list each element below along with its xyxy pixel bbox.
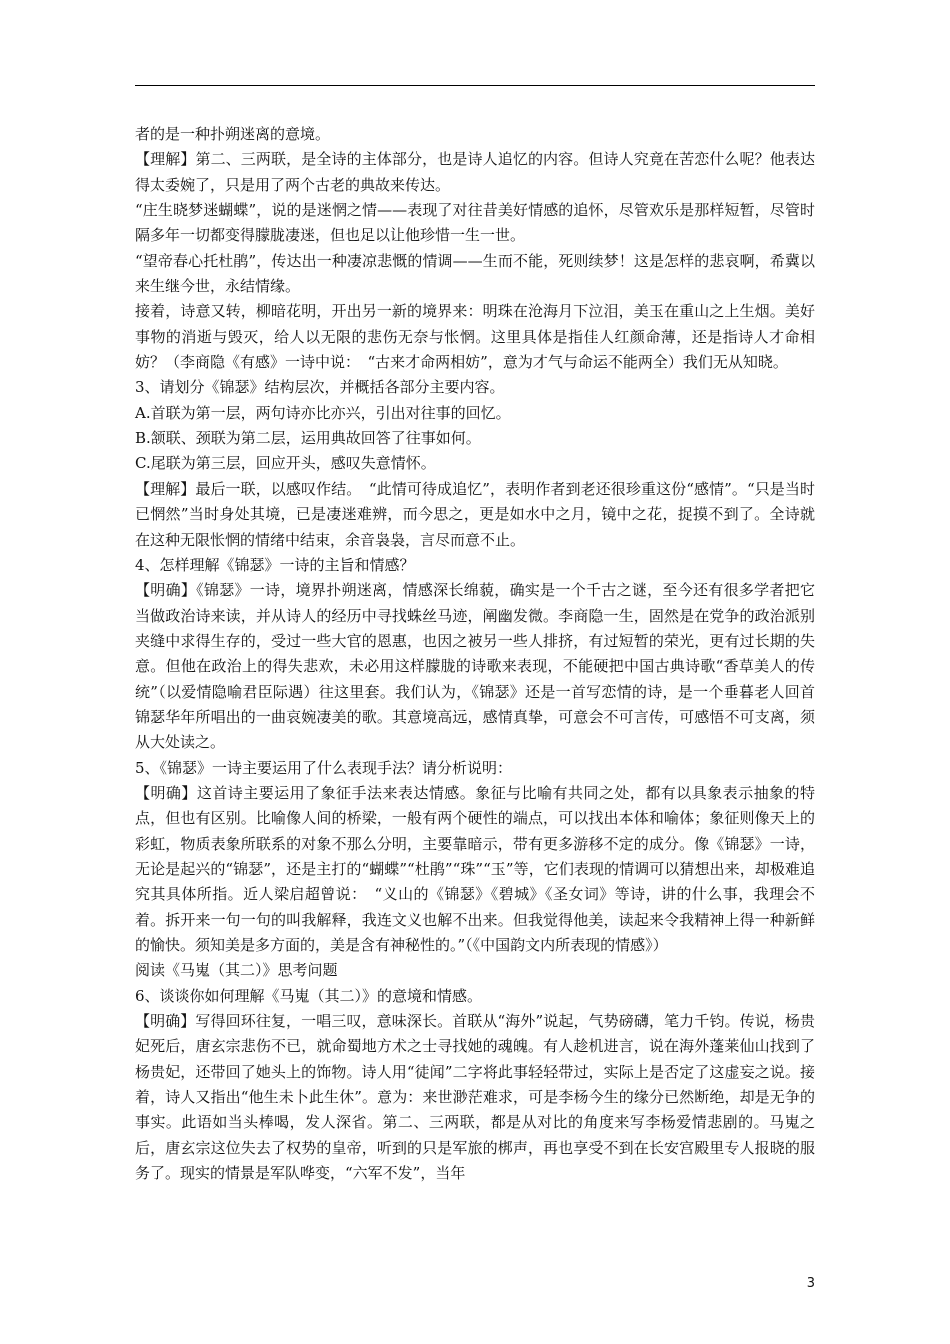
answer-b: B.颔联、颈联为第二层，运用典故回答了往事如何。 — [135, 429, 481, 448]
body-text — [135, 122, 815, 1186]
paragraph-2: 【理解】第二、三两联，是全诗的主体部分，也是诗人追忆的内容。但诗人究竟在苦恋什么呢？他表达得太委婉了，只是用了两个古老的典故来传达。 — [135, 150, 815, 194]
paragraph-4: “望帝春心托杜鹃”，传达出一种凄凉悲慨的情调——生而不能，死则续梦！这是怎样的悲哀啊，希冀以来生继今世，永结情缘。 — [135, 251, 815, 296]
paragraph-5: 接着，诗意又转，柳暗花明，开出另一新的境界来：明珠在沧海月下泣泪，美玉在重山之上生烟。美好事物的消逝与毁灭，给人以无限的悲伤无奈与怅惘。这里具体是指佳人红颜命薄，还是指诗人才命相妨？（李商隐《有感》一诗中说： “古来才命两相妨”，意为才气与命运不能两全）我们无从知晓。 — [135, 302, 815, 372]
question-4: 4、怎样理解《锦瑟》一诗的主旨和情感？ — [135, 555, 415, 574]
answer-a: A.首联为第一层，两句诗亦比亦兴，引出对往事的回忆。 — [135, 403, 511, 422]
paragraph-understanding-2: 【理解】最后一联，以感叹作结。 “此情可待成追忆”，表明作者到老还很珍重这份“感情”。“只是当时已惘然”当时身处其境，已是凄迷难辨，而今思之，更是如水中之月，镜中之花，捉摸不到了。全诗就在这种无限怅惘的情绪中结束，余音袅袅，言尽而意不止。 — [135, 479, 815, 549]
paragraph-3: “庄生晓梦迷蝴蝶”，说的是迷惘之情——表现了对往昔美好情感的追怀，尽管欢乐是那样短暂，尽管时隔多年一切都变得朦胧凄迷，但也足以让他珍惜一生一世。 — [135, 201, 815, 245]
paragraph-1: 者的是一种扑朔迷离的意境。 — [135, 125, 331, 143]
reading-heading: 阅读《马嵬（其二）》思考问题 — [135, 961, 338, 980]
paragraph-clarify-1: 【明确】《锦瑟》一诗，境界扑朔迷离，情感深长绵藐，确实是一个千古之谜，至今还有很多学者把它当做政治诗来读，并从诗人的经历中寻找蛛丝马迹，阐幽发微。李商隐一生，固然是在党争的政治派别夹缝中求得生存的，受过一些大官的恩惠，也因之被另一些人排挤，有过短暂的荣光，更有过长期的失意。但他在政治上的得失悲欢，未必用这样朦胧的诗歌来表现，不能硬把中国古典诗歌“香草美人的传统”（以爱情隐喻君臣际遇）往这里套。我们认为，《锦瑟》还是一首写恋情的诗，是一个垂暮老人回首锦瑟华年所唱出的一曲哀婉凄美的歌。其意境高远，感情真挚，可意会不可言传，可感悟不可支离，须从大处读之。 — [135, 581, 815, 752]
question-6: 6、谈谈你如何理解《马嵬（其二）》的意境和情感。 — [135, 986, 483, 1005]
paragraph-clarify-3: 【明确】写得回环往复，一唱三叹，意味深长。首联从“海外”说起，气势磅礴，笔力千钧。传说，杨贵妃死后，唐玄宗悲伤不已，就命蜀地方术之士寻找她的魂魄。有人趁机进言，说在海外蓬莱仙山找到了杨贵妃，还带回了她头上的饰物。诗人用“徒闻”二字将此事轻轻带过，实际上是否定了这虚妄之说。接着，诗人又指出“他生未卜此生休”。意为：来世渺茫难求，可是李杨今生的缘分已然断绝，却是无争的事实。此语如当头棒喝，发人深省。第二、三两联，都是从对比的角度来写李杨爱情悲剧的。马嵬之后，唐玄宗这位失去了权势的皇帝，听到的只是军旅的梆声，再也享受不到在长安宫殿里专人报晓的服务了。现实的情景是军队哗变，“六军不发”，当年 — [135, 1012, 815, 1183]
question-3: 3、请划分《锦瑟》结构层次，并概括各部分主要内容。 — [135, 378, 505, 397]
paragraph-clarify-2: 【明确】这首诗主要运用了象征手法来表达情感。象征与比喻有共同之处，都有以具象表示抽象的特点，但也有区别。比喻像人间的桥梁，一般有两个硬性的端点，可以找出本体和喻体；象征则像天上的彩虹，物质表象所联系的对象不那么分明，主要靠暗示，带有更多游移不定的成分。像《锦瑟》一诗，无论是起兴的“锦瑟”，还是主打的“蝴蝶”“杜鹃”“珠”“玉”等，它们表现的情调可以猜想出来，却极难追究其具体所指。近人梁启超曾说： “义山的《锦瑟》《碧城》《圣女词》等诗，讲的什么事，我理会不着。拆开来一句一句的叫我解释，我连文义也解不出来。但我觉得他美，读起来令我精神上得一种新鲜的愉快。须知美是多方面的，美是含有神秘性的。”（《中国韵文内所表现的情感》） — [135, 783, 815, 954]
answer-c: C.尾联为第三层，回应开头，感叹失意情怀。 — [135, 454, 436, 473]
question-5: 5、《锦瑟》一诗主要运用了什么表现手法？请分析说明： — [135, 758, 513, 777]
page-number: 3 — [806, 1276, 815, 1291]
header-rule — [135, 85, 815, 86]
